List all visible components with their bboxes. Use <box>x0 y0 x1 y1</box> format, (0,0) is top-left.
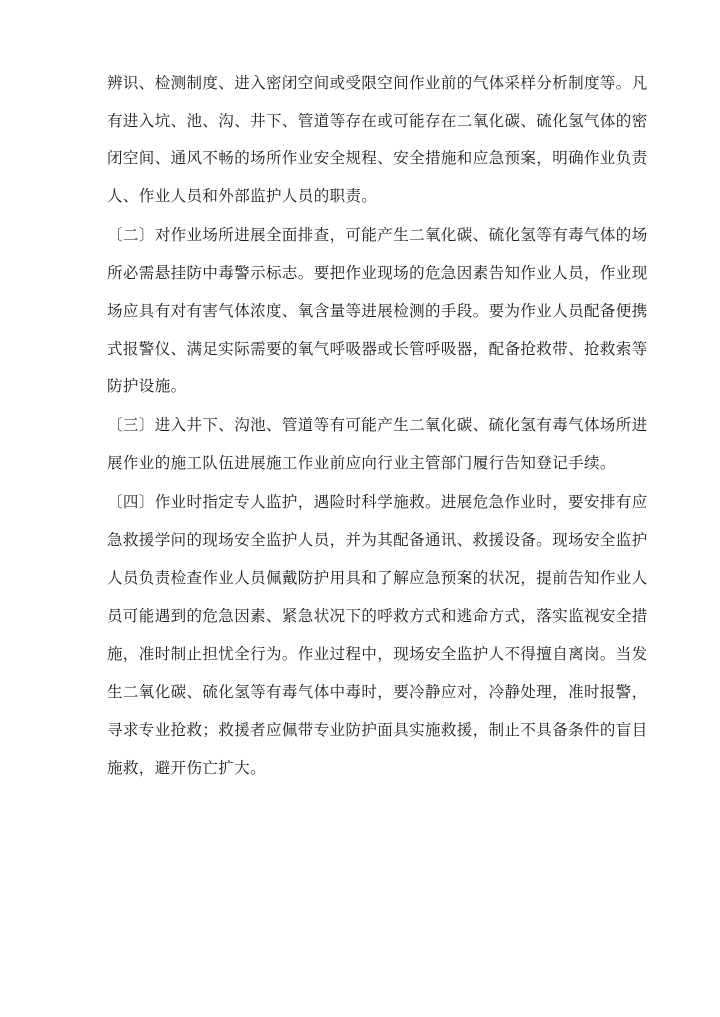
paragraph-2-line-2: 所必需悬挂防中毒警示标志。要把作业现场的危急因素告知作业人员，作业现 <box>107 264 648 282</box>
paragraph-2-line-3: 场应具有对有害气体浓度、氧含量等进展检测的手段。要为作业人员配备便携 <box>107 302 648 320</box>
paragraph-3-line-2: 展作业的施工队伍进展施工作业前应向行业主管部门履行告知登记手续。 <box>107 454 616 472</box>
paragraph-2-line-5: 防护设施。 <box>107 377 187 395</box>
paragraph-4-line-5: 施，准时制止担忧全行为。作业过程中，现场安全监护人不得擅自离岗。当发 <box>107 645 648 663</box>
paragraph-1-line-4: 人、作业人员和外部监护人员的职责。 <box>107 187 378 205</box>
paragraph-2-line-4: 式报警仪、满足实际需要的氧气呼吸器或长管呼吸器，配备抢救带、抢救索等 <box>107 340 648 358</box>
paragraph-1-line-3: 闭空间、通风不畅的场所作业安全规程、安全措施和应急预案，明确作业负责 <box>107 149 648 167</box>
paragraph-1-line-2: 有进入坑、池、沟、井下、管道等存在或可能存在二氧化碳、硫化氢气体的密 <box>107 112 648 130</box>
paragraph-1-line-1: 辨识、检测制度、进入密闭空间或受限空间作业前的气体采样分析制度等。凡 <box>107 74 648 92</box>
paragraph-4-line-7: 寻求专业抢救；救援者应佩带专业防护面具实施救援，制止不具备条件的盲目 <box>107 721 648 739</box>
paragraph-3-line-1: 〔三〕进入井下、沟池、管道等有可能产生二氧化碳、硫化氢有毒气体场所进 <box>107 416 648 434</box>
paragraph-4-line-8: 施救，避开伤亡扩大。 <box>107 759 267 777</box>
paragraph-4-line-1: 〔四〕作业时指定专人监护，遇险时科学施救。进展危急作业时，要安排有应 <box>107 493 648 511</box>
paragraph-2-line-1: 〔二〕对作业场所进展全面排查，可能产生二氧化碳、硫化氢等有毒气体的场 <box>107 226 648 244</box>
paragraph-4-line-6: 生二氧化碳、硫化氢等有毒气体中毒时，要冷静应对，冷静处理，准时报警， <box>107 683 648 701</box>
paragraph-4-line-3: 人员负责检查作业人员佩戴防护用具和了解应急预案的状况，提前告知作业人 <box>107 569 648 587</box>
paragraph-4-line-2: 急救援学问的现场安全监护人员，并为其配备通讯、救援设备。现场安全监护 <box>107 531 648 549</box>
paragraph-4-line-4: 员可能遇到的危急因素、紧急状况下的呼救方式和逃命方式，落实监视安全措 <box>107 607 648 625</box>
